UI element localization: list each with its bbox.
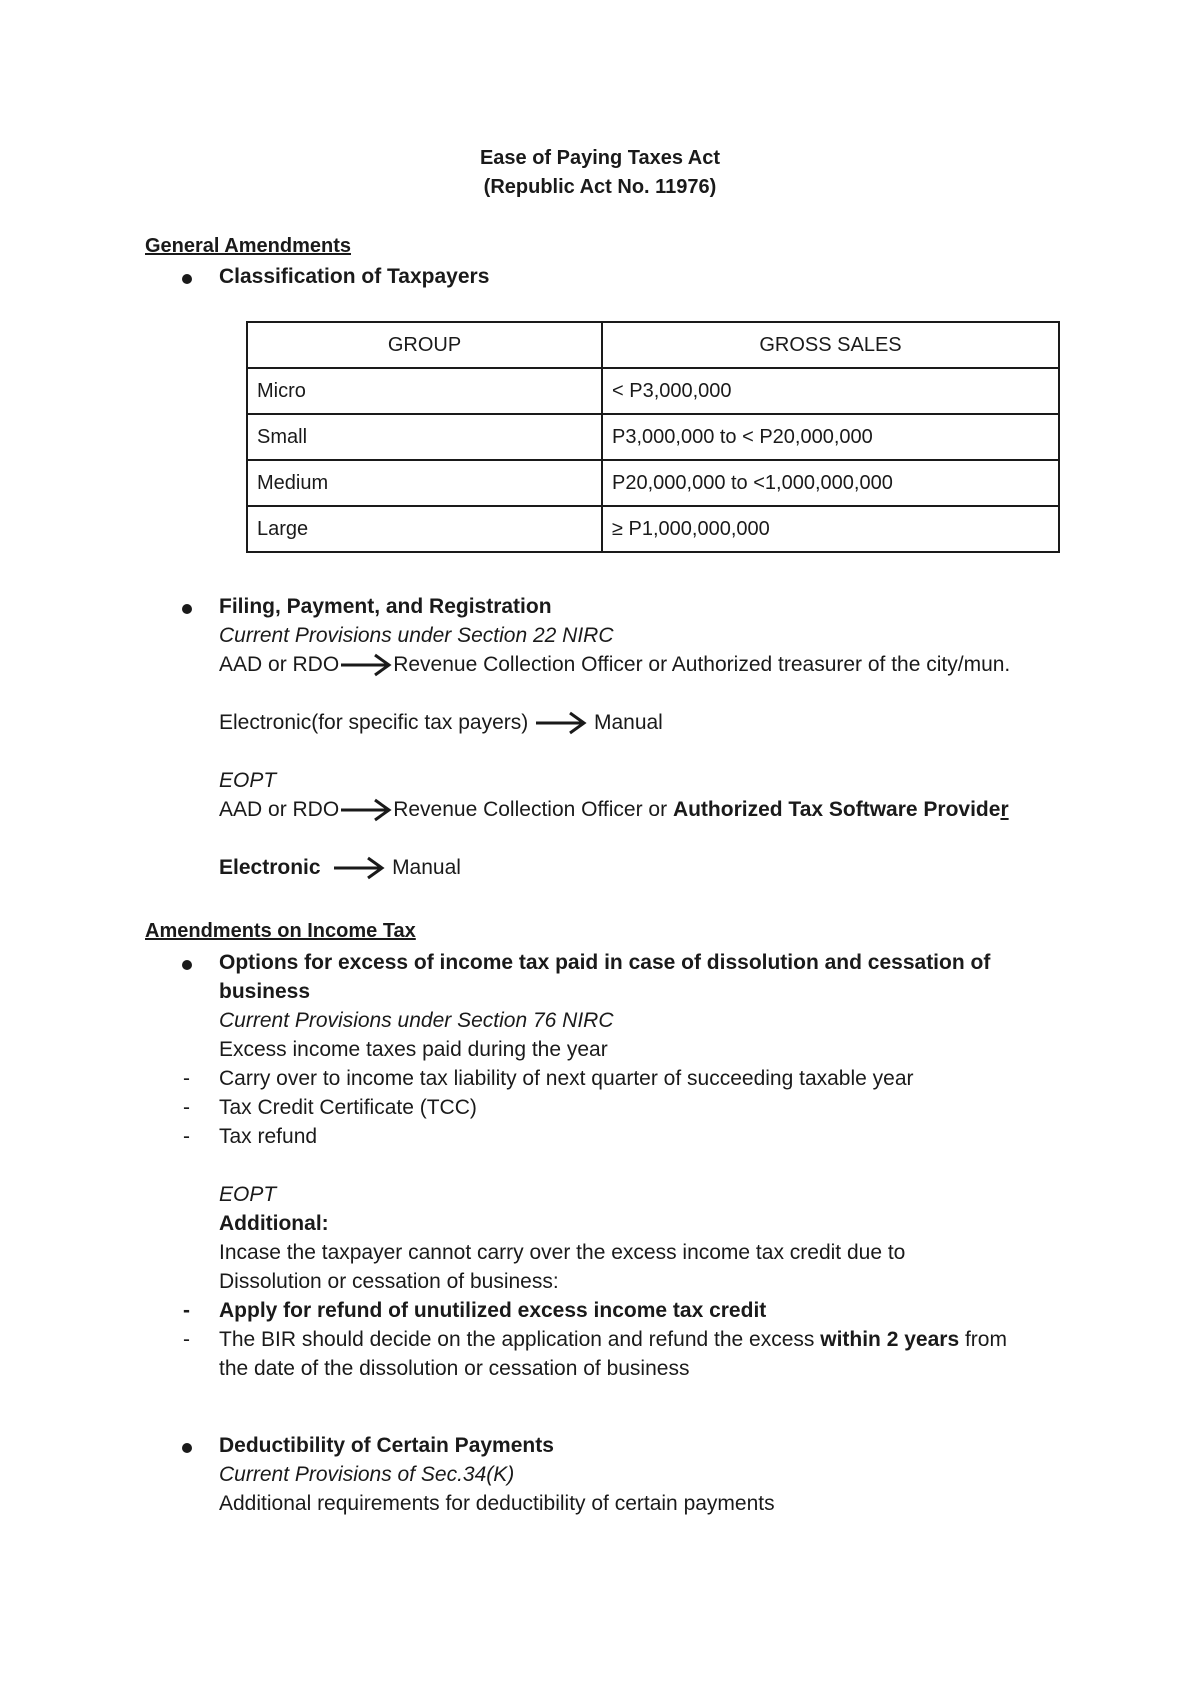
table-row xyxy=(247,368,1059,414)
filing-current-label: Current Provisions under Section 22 NIRC xyxy=(219,624,614,647)
filing-eopt-manual: Manual xyxy=(392,856,461,879)
section-heading-general: General Amendments xyxy=(145,235,351,257)
filing-current-manual: Manual xyxy=(593,711,663,734)
bullet-filing xyxy=(182,604,192,614)
filing-title: Filing, Payment, and Registration xyxy=(219,595,552,618)
classification-title: Classification of Taxpayers xyxy=(219,265,490,288)
list-item xyxy=(146,1093,1079,1122)
arrow-right-icon xyxy=(339,650,393,679)
arrow-right-icon xyxy=(332,853,386,882)
table-header-group: GROUP xyxy=(247,322,602,368)
filing-eopt-label: EOPT xyxy=(219,769,277,792)
table-cell-group: Micro xyxy=(247,368,602,414)
options-additional-text: Incase the taxpayer cannot carry over the excess income tax credit due to Dissolution or cessation of business: xyxy=(219,1241,906,1293)
dash-marker: - xyxy=(183,1125,190,1148)
filing-current-line-2 xyxy=(219,708,1079,737)
table-cell-group: Large xyxy=(247,506,602,552)
options-additional-label: Additional: xyxy=(219,1212,329,1235)
list-item-text: Carry over to income tax liability of next quarter of succeeding taxable year xyxy=(219,1067,914,1090)
dash-marker: - xyxy=(183,1096,190,1119)
list-item xyxy=(146,1325,1019,1383)
options-current-label: Current Provisions under Section 76 NIRC xyxy=(219,1009,614,1032)
list-item xyxy=(146,1122,1079,1151)
bullet-classification xyxy=(182,274,192,284)
table-cell-group: Small xyxy=(247,414,602,460)
list-item-text: Tax refund xyxy=(219,1125,318,1148)
table-header-row xyxy=(247,322,1059,368)
list-item xyxy=(146,1296,1079,1325)
table-cell-gross-sales: P3,000,000 to < P20,000,000 xyxy=(602,414,1059,460)
filing-current-line-1 xyxy=(219,650,1079,679)
filing-eopt-to-plain: Revenue Collection Officer or xyxy=(393,798,673,821)
deductibility-section xyxy=(219,1431,1079,1518)
options-current-intro: Excess income taxes paid during the year xyxy=(219,1038,608,1061)
bullet-options xyxy=(182,960,192,970)
filing-current-electronic: Electronic(for specific tax payers) xyxy=(219,711,529,734)
table-row xyxy=(247,460,1059,506)
table-row xyxy=(247,506,1059,552)
bullet-deductibility xyxy=(182,1443,192,1453)
section-heading-income: Amendments on Income Tax xyxy=(145,920,416,942)
dash-marker: - xyxy=(183,1328,190,1351)
list-item-bold-text: within 2 years xyxy=(820,1328,960,1351)
document-title xyxy=(0,144,1200,202)
table-cell-gross-sales: ≥ P1,000,000,000 xyxy=(602,506,1059,552)
list-item-text: Tax Credit Certificate (TCC) xyxy=(219,1096,477,1119)
list-item-text-end: from the date of the dissolution or cessation of business xyxy=(219,1328,1007,1380)
filing-current-to: Revenue Collection Officer or Authorized treasurer of the city/mun. xyxy=(393,653,1011,676)
options-title: Options for excess of income tax paid in case of dissolution and cessation of business xyxy=(219,951,991,1003)
arrow-right-icon xyxy=(339,795,393,824)
table-header-gross-sales: GROSS SALES xyxy=(602,322,1059,368)
filing-eopt-from: AAD or RDO xyxy=(219,798,340,821)
title-line-1: Ease of Paying Taxes Act xyxy=(479,147,721,169)
list-item-text: Apply for refund of unutilized excess income tax credit xyxy=(219,1299,767,1322)
list-item-text: The BIR should decide on the application and refund the excess xyxy=(219,1328,821,1351)
filing-eopt-to-bold: Authorized Tax Software Provide xyxy=(672,798,1001,821)
table-row xyxy=(247,414,1059,460)
dash-marker: - xyxy=(183,1067,190,1090)
table-cell-group: Medium xyxy=(247,460,602,506)
options-section xyxy=(183,948,1079,1383)
filing-eopt-to-underlined: r xyxy=(1000,798,1009,821)
filing-section xyxy=(219,592,1079,882)
options-eopt-label: EOPT xyxy=(219,1183,277,1206)
deductibility-title: Deductibility of Certain Payments xyxy=(219,1434,554,1457)
filing-current-from: AAD or RDO xyxy=(219,653,340,676)
title-line-2: (Republic Act No. 11976) xyxy=(483,176,717,198)
table-cell-gross-sales: P20,000,000 to <1,000,000,000 xyxy=(602,460,1059,506)
filing-eopt-line-1 xyxy=(219,795,1079,824)
taxpayer-classification-table xyxy=(246,321,1060,553)
deductibility-current-label: Current Provisions of Sec.34(K) xyxy=(219,1463,515,1486)
dash-marker: - xyxy=(183,1299,190,1322)
deductibility-text: Additional requirements for deductibility of certain payments xyxy=(219,1492,775,1515)
table-cell-gross-sales: < P3,000,000 xyxy=(602,368,1059,414)
filing-eopt-electronic: Electronic xyxy=(219,856,321,879)
list-item xyxy=(146,1064,1079,1093)
arrow-right-icon xyxy=(534,708,588,737)
filing-eopt-line-2 xyxy=(219,853,1079,882)
